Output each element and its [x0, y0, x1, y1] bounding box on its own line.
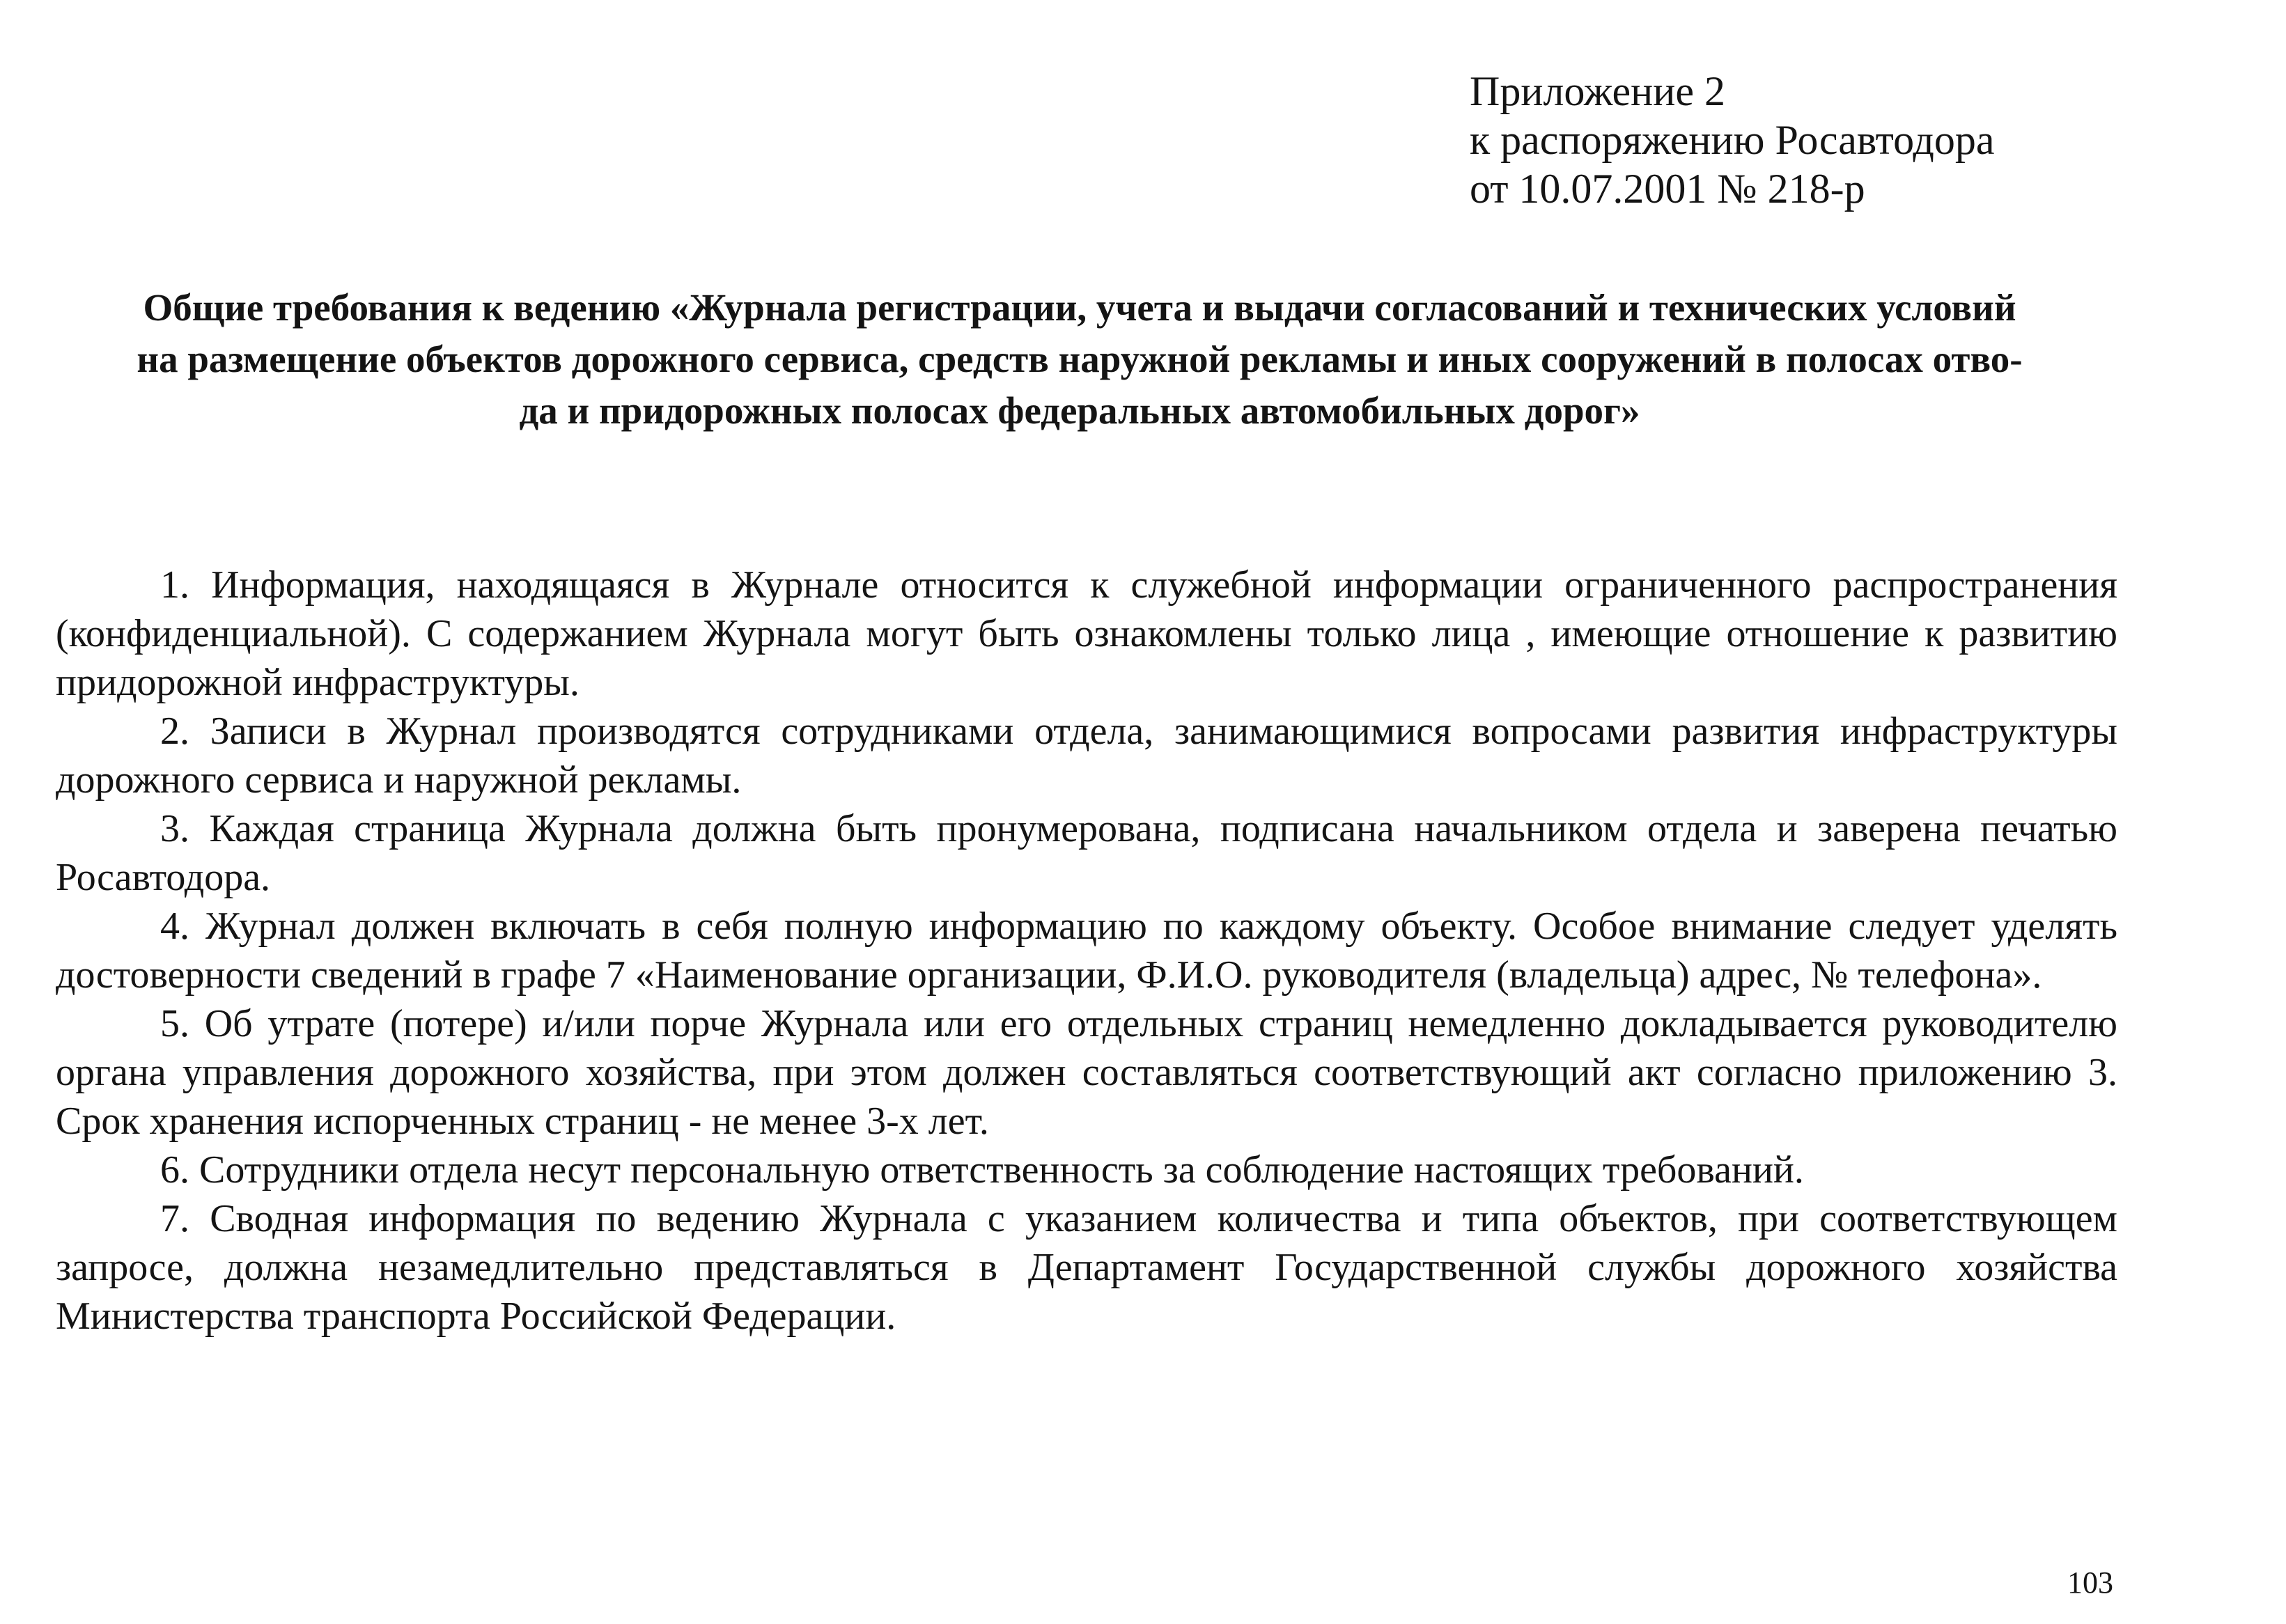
page-number: 103 [2067, 1566, 2113, 1600]
requirement-paragraph-6: 6. Сотрудники отдела несут персональную ответственность за соблюдение настоящих требований. [160, 1148, 1804, 1192]
document-title [63, 282, 2097, 437]
requirement-paragraph-2: 2. Записи в Журнал производятся сотрудниками отдела, занимающимися вопросами развития инфраструктуры дорожного сервиса и наружной рекламы. [56, 710, 2117, 802]
document-title-line-3: да и придорожных полосах федеральных автомобильных дорог» [519, 389, 1640, 432]
requirement-paragraph-1: 1. Информация, находящаяся в Журнале относится к служебной информации ограниченного распространения (конфиденциальной). С содержанием Журнала могут быть ознакомлены только лица , имеющие отношение к развитию придорожной инфраструктуры. [56, 563, 2117, 704]
document-title-line-2: на размещение объектов дорожного сервиса, средств наружной рекламы и иных сооружений в полосах отво- [137, 338, 2023, 380]
appendix-reference [1470, 67, 2222, 213]
document-title-line-1: Общие требования к ведению «Журнала регистрации, учета и выдачи согласований и технических условий [143, 286, 2016, 329]
requirement-paragraph-7: 7. Сводная информация по ведению Журнала с указанием количества и типа объектов, при соответствующем запросе, должна незамедлительно представляться в Департамент Государственной службы дорожного хозяйства Министерства транспорта Российской Федерации. [56, 1197, 2117, 1338]
appendix-order-reference: к распоряжению Росавтодора [1470, 117, 1995, 163]
document-body [56, 561, 2117, 1341]
requirement-paragraph-4: 4. Журнал должен включать в себя полную информацию по каждому объекту. Особое внимание следует уделять достоверности сведений в графе 7 «Наименование организации, Ф.И.О. руководителя (владельца) адрес, № телефона». [56, 905, 2117, 997]
appendix-label: Приложение 2 [1470, 68, 1726, 114]
appendix-order-date: от 10.07.2001 № 218-р [1470, 166, 1865, 212]
requirement-paragraph-3: 3. Каждая страница Журнала должна быть пронумерована, подписана начальником отдела и заверена печатью Росавтодора. [56, 807, 2117, 899]
requirement-paragraph-5: 5. Об утрате (потере) и/или порче Журнала или его отдельных страниц немедленно докладывается руководителю органа управления дорожного хозяйства, при этом должен составляться соответствующий акт согласно приложению 3. Срок хранения испорченных страниц - не менее 3-х лет. [56, 1002, 2117, 1143]
